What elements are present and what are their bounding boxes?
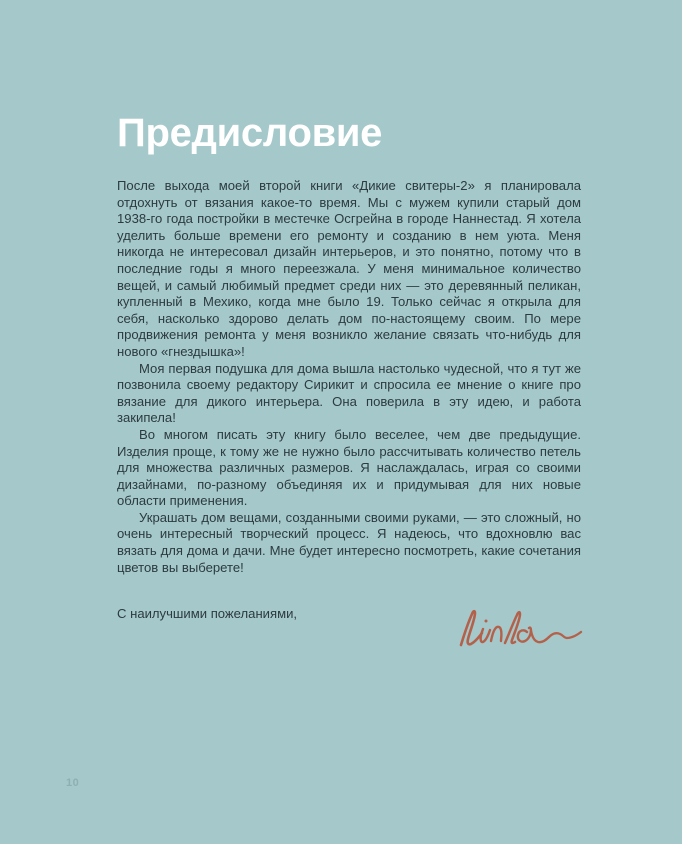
- paragraph-1: После выхода моей второй книги «Дикие свитеры-2» я планировала отдохнуть от вязания какое-то время. Мы с мужем купили старый дом 1938-го года постройки в местечке Осгрейна в городе Наннестад. Я хотела уделить больше времени его ремонту и созданию в нем уюта. Меня никогда не интересовал дизайн интерьеров, и это понятно, потому что в последние годы я много переезжала. У меня минимальное количество вещей, и самый любимый предмет среди них — это деревянный пеликан, купленный в Мехико, когда мне было 19. Только сейчас я открыла для себя, насколько здорово делать дом по-настоящему своим. По мере продвижения ремонта у меня возникло желание связать что-нибудь для нового «гнездышка»!: [117, 178, 581, 359]
- paragraph-3: Во многом писать эту книгу было веселее, чем две предыдущие. Изделия проще, к тому же не нужно было рассчитывать количество петель для множества различных размеров. Я наслаждалась, играя со своими дизайнами, по-разному объединяя их и придумывая для них новые области применения.: [117, 426, 581, 509]
- paragraph-4: Украшать дом вещами, созданными своими руками, — это сложный, но очень интересный творческий процесс. Я надеюсь, что вдохновлю вас вязать для дома и дачи. Мне будет интересно посмотреть, какие сочетания цветов вы выберете!: [117, 509, 581, 575]
- signature-icon: [455, 601, 585, 653]
- closing-line: С наилучшими пожеланиями,: [117, 606, 298, 622]
- page-number: 10: [66, 777, 80, 789]
- signature-linlea: [455, 601, 585, 653]
- paragraph-2: Моя первая подушка для дома вышла настолько чудесной, что я тут же позвонила своему редактору Сирикит и спросила ее мнение о книге про вязание для дикого интерьера. Она поверила в эту идею, и работа закипела!: [117, 360, 581, 426]
- page-title: Предисловие: [117, 111, 383, 155]
- page-content: [117, 112, 581, 623]
